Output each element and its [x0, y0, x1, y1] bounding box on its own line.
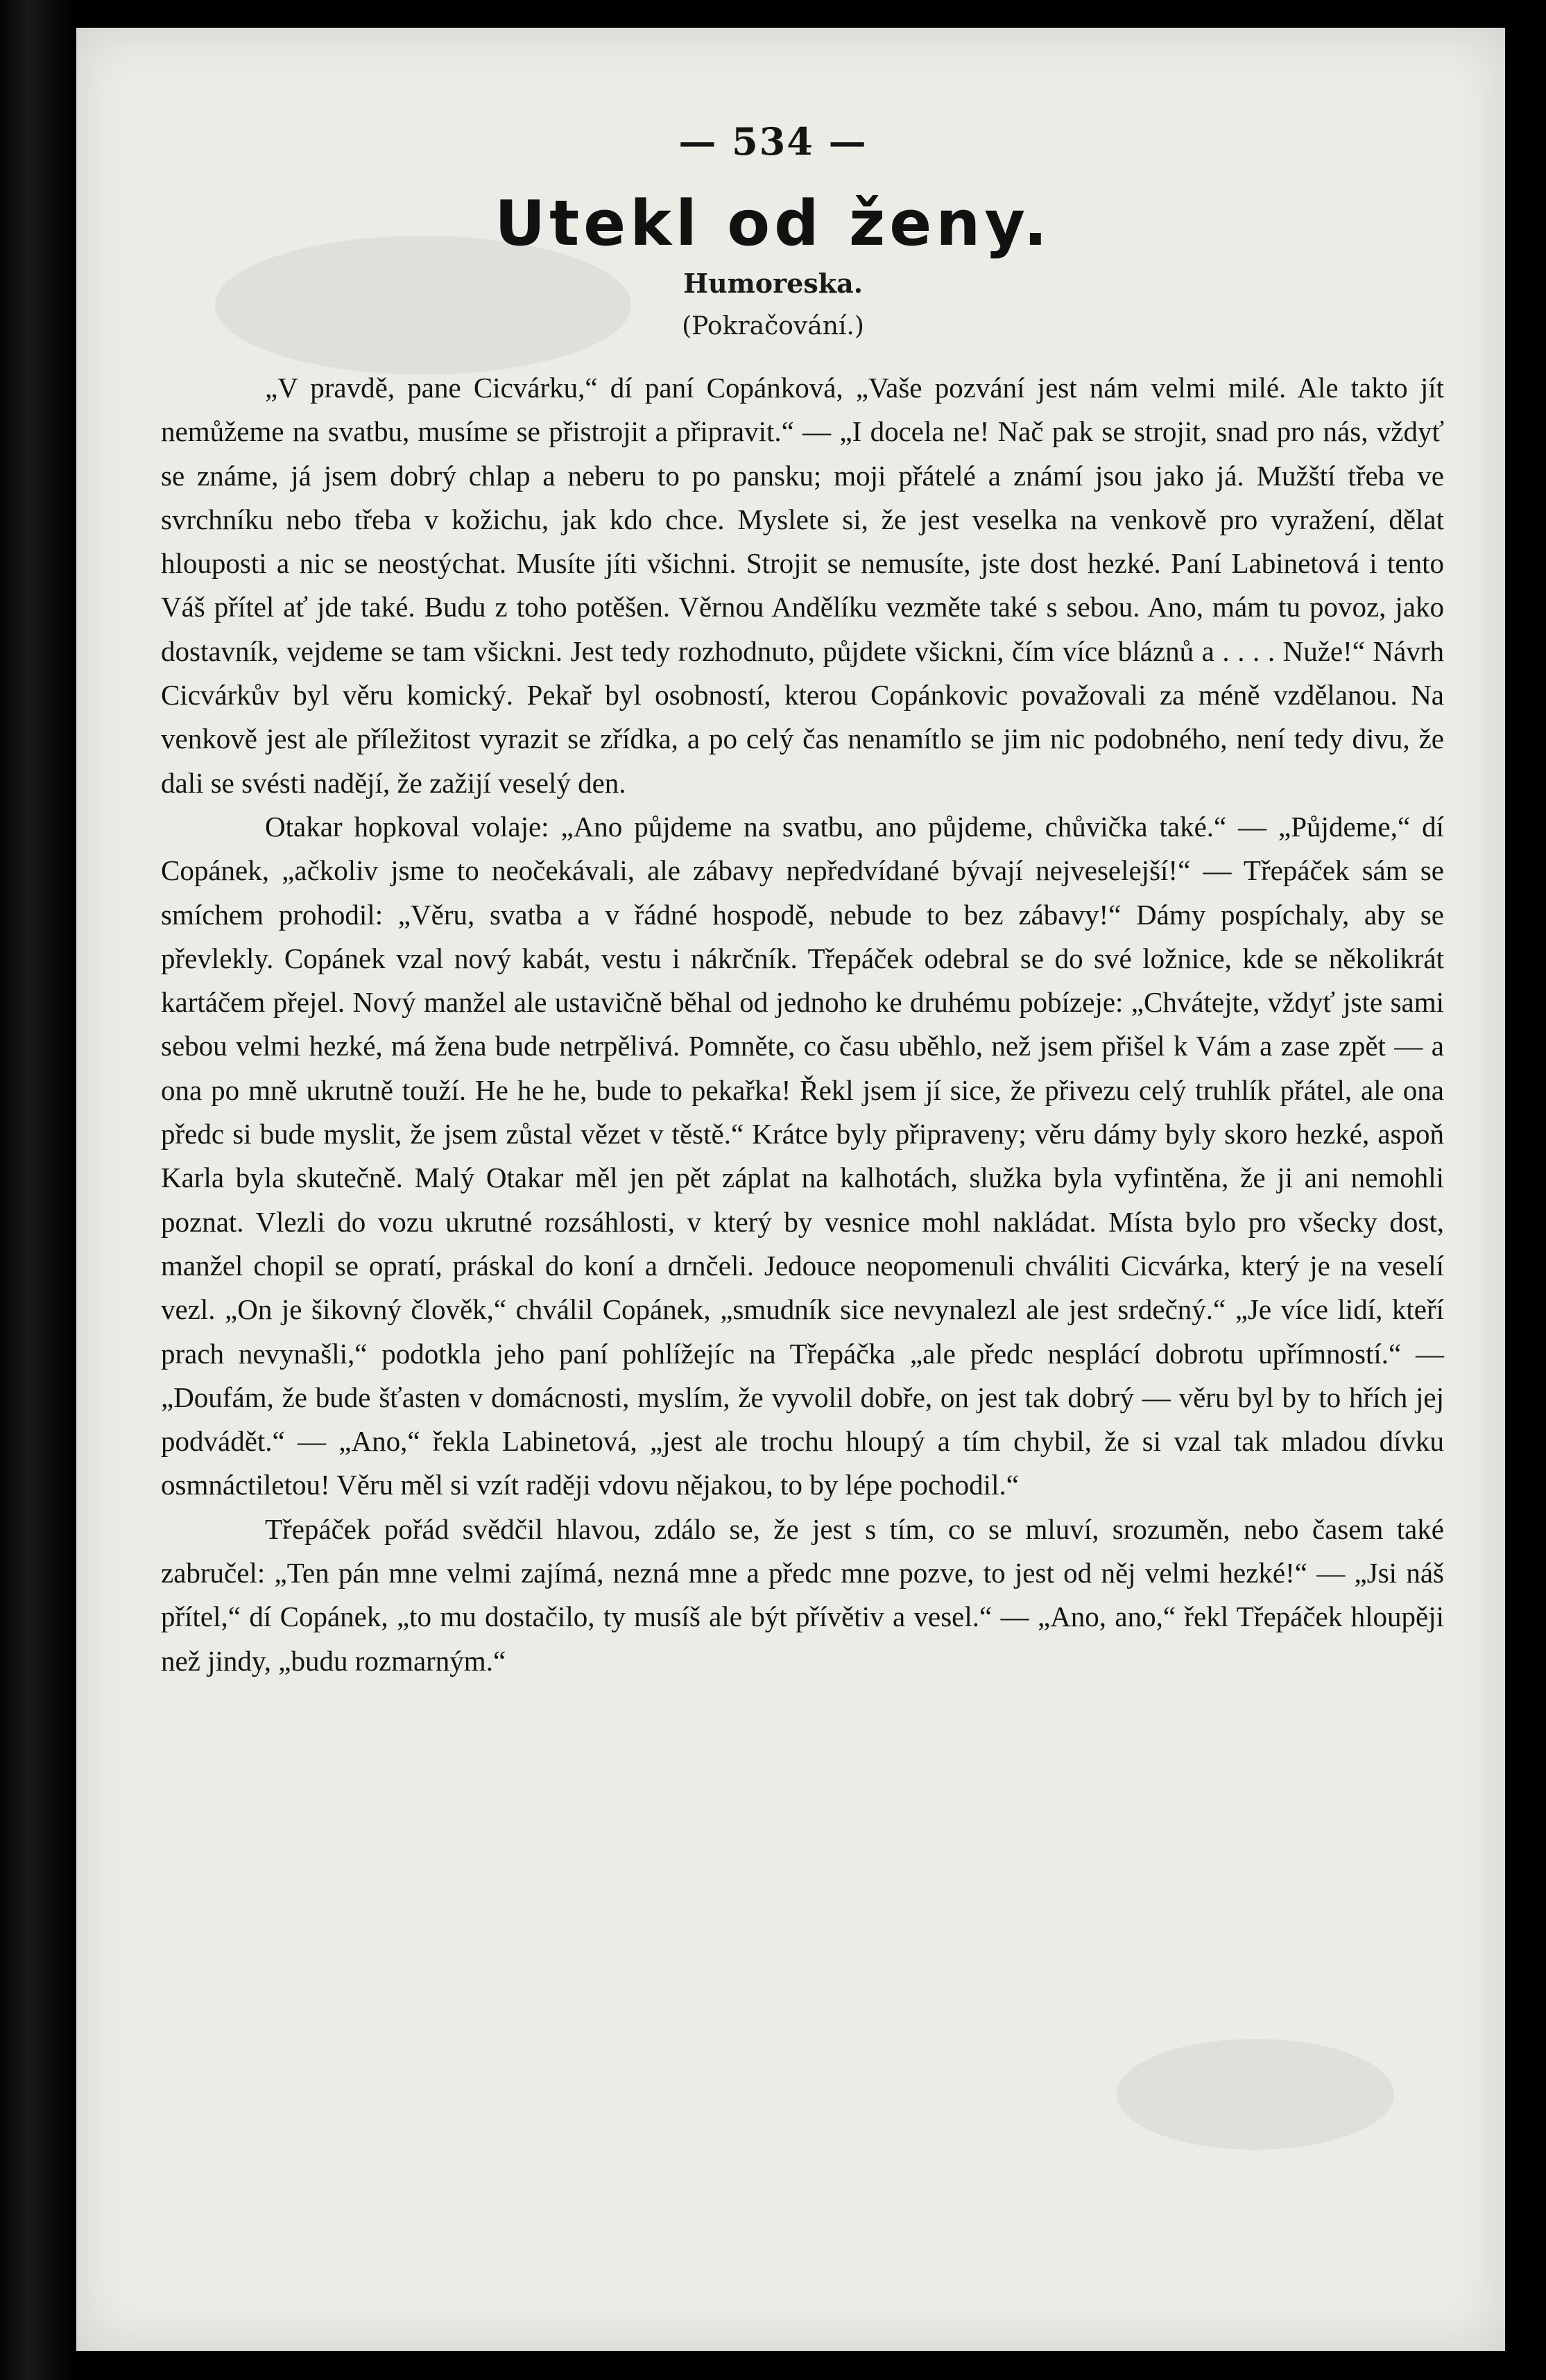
genre-subtitle: Humoreska. — [683, 268, 863, 299]
paragraph: Třepáček pořád svědčil hlavou, zdálo se, že jest s tím, co se mluví, srozuměn, nebo časem také zabručel: „Ten pán mne velmi zajímá, nezná mne a předc mne pozve, to jest od něj velmi hezké!“ — „Jsi náš přítel,“ dí Copánek, „to mu dostačilo, ty musíš ale být přívětiv a vesel.“ — „Ano, ano,“ řekl Třepáček hloupěji než jindy, „budu rozmarným.“ — [161, 1512, 1444, 1677]
bleed-through-smudge — [1117, 2039, 1394, 2150]
body-text — [161, 366, 1444, 1683]
paragraph: „V pravdě, pane Cicvárku,“ dí paní Copánková, „Vaše pozvání jest nám velmi milé. Ale takto jít nemůžeme na svatbu, musíme se přistrojit a připravit.“ — „I docela ne! Nač pak se strojit, snad pro nás, vždyť se známe, já jsem dobrý chlap a neberu to po pansku; moji přátelé a známí jsou jako já. Mužští třeba ve svrchníku nebo třeba v kožichu, jak kdo chce. Myslete si, že jest veselka na venkově pro vyražení, dělat hlouposti a nic se neostýchat. Musíte jíti všichni. Strojit se nemusíte, jste dost hezké. Paní Labinetová i tento Váš přítel ať jde také. Budu z toho potěšen. Věrnou Andělíku vezměte také s sebou. Ano, mám tu povoz, jako dostavník, vejdeme se tam všickni. Jest tedy rozhodnuto, půjdete všickni, čím více bláznů a . . . . Nuže!“ Návrh Cicvárkův byl věru komický. Pekař byl osobností, kterou Copánkovic považovali za méně vzdělanou. Na venkově jest ale příležitost vyrazit se zřídka, a po celý čas nenamítlo se jim nic podobného, není tedy divu, že dali se svésti nadějí, že zažijí veselý den. — [161, 372, 1444, 799]
page-number: — 534 — — [678, 119, 868, 164]
paragraph: Otakar hopkoval volaje: „Ano půjdeme na svatbu, ano půjdeme, chůvička také.“ — „Půjdeme,“ dí Copánek, „ačkoliv jsme to neočekávali, ale zábavy nepředvídané bývají nejveselejší!“ — Třepáček sám se smíchem prohodil: „Věru, svatba a v řádné hospodě, nebude to bez zábavy!“ Dámy pospíchaly, aby se převlekly. Copánek vzal nový kabát, vestu i nákrčník. Třepáček odebral se do své ložnice, kde se několikrát kartáčem přejel. Nový manžel ale ustavičně běhal od jednoho ke druhému pobízeje: „Chvátejte, vždyť jste sami sebou velmi hezké, má žena bude netrpělivá. Pomněte, co času uběhlo, než jsem přišel k Vám a zase zpět — a ona po mně ukrutně touží. He he he, bude to pekařka! Řekl jsem jí sice, že přivezu celý truhlík přátel, ale ona předc si bude myslit, že jsem zůstal vězet v těstě.“ Krátce byly připraveny; věru dámy byly skoro hezké, aspoň Karla byla skutečně. Malý Otakar měl jen pět záplat na kalhotách, služka byla vyfintěna, že ji ani nemohli poznat. Vlezli do vozu ukrutné rozsáhlosti, v který by vesnice mohl nakládat. Místa bylo pro všecky dost, manžel chopil se opratí, práskal do koní a drnčeli. Jedouce neopomenuli chváliti Cicvárka, který je na veselí vezl. „On je šikovný člověk,“ chválil Copánek, „smudník sice nevynalezl ale jest srdečný.“ „Je více lidí, kteří prach nevynašli,“ podotkla jeho paní pohlížejíc na Třepáčka „ale předc nesplácí dobrotu upřímností.“ — „Doufám, že bude šťasten v domácnosti, myslím, že vyvolil dobře, on jest tak dobrý — věru byl by to hřích jej podvádět.“ — „Ano,“ řekla Labinetová, „jest ale trochu hloupý a tím chybil, že si vzal tak mladou dívku osmnáctiletou! Věru měl si vzít raději vdovu nějakou, to by lépe pochodil.“ — [161, 810, 1444, 1501]
continuation-note: (Pokračování.) — [682, 312, 864, 340]
story-title: Utekl od ženy. — [495, 187, 1051, 260]
